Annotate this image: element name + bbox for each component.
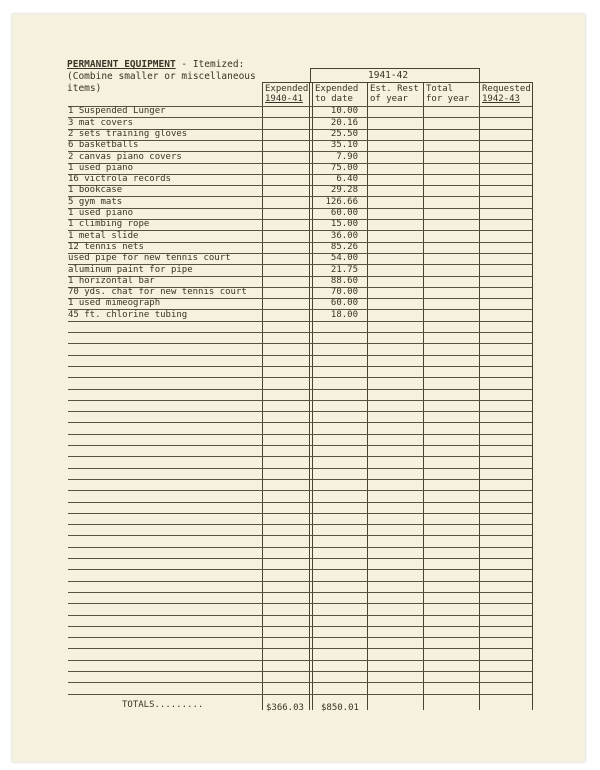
- group-right-rule: [479, 68, 480, 82]
- item-expended-to-date: 54.00: [330, 253, 358, 264]
- item-expended-to-date: 75.00: [330, 162, 358, 173]
- ruled-line: [68, 502, 532, 503]
- item-expended-to-date: 70.00: [330, 287, 358, 298]
- ruled-line: [68, 615, 532, 616]
- column-rule-5: [423, 82, 424, 710]
- ruled-line: [68, 660, 532, 661]
- item-expended-to-date: 18.00: [330, 309, 358, 320]
- ruled-line: [68, 411, 532, 412]
- item-expended-to-date: 88.60: [330, 275, 358, 286]
- ruled-line: [68, 569, 532, 570]
- item-description: 70 yds. chat for new tennis court: [68, 287, 247, 298]
- ruled-line: [68, 592, 532, 593]
- item-expended-to-date: 60.00: [330, 208, 358, 218]
- ruled-line: [68, 377, 532, 378]
- item-description: 2 canvas piano covers: [68, 151, 182, 162]
- page-title: PERMANENT EQUIPMENT - Itemized:: [67, 59, 245, 70]
- ruled-line: [68, 490, 532, 491]
- item-expended-to-date: 21.75: [330, 264, 358, 275]
- ruled-line: [68, 535, 532, 536]
- column-rule-6: [479, 82, 480, 710]
- ruled-line: [68, 185, 532, 186]
- item-description: used pipe for new tennis court: [68, 253, 231, 264]
- item-description: 6 basketballs: [68, 140, 139, 151]
- ruled-line: [68, 524, 532, 525]
- item-description: 1 used mimeograph: [68, 298, 161, 309]
- col-est-rest: Est. Rest of year: [370, 84, 419, 104]
- ruled-line: [68, 400, 532, 401]
- column-rule-1: [262, 82, 263, 710]
- group-top-rule: [310, 68, 480, 69]
- ruled-line: [68, 694, 532, 695]
- ruled-line: [68, 547, 532, 548]
- column-rule-4: [367, 82, 368, 710]
- item-description: 1 climbing rope: [68, 219, 150, 230]
- ruled-line: [68, 422, 532, 423]
- ruled-line: [68, 682, 532, 683]
- ruled-line: [68, 332, 532, 333]
- item-expended-to-date: 15.00: [330, 219, 358, 230]
- item-description: 2 sets training gloves: [68, 128, 188, 139]
- col-total-for-year: Total for year: [426, 84, 470, 104]
- totals-label: TOTALS.........: [122, 700, 204, 710]
- item-description: aluminum paint for pipe: [68, 264, 193, 275]
- item-expended-to-date: 25.50: [330, 128, 358, 139]
- total-expended-prev: $366.03: [266, 703, 304, 713]
- ruled-line: [68, 434, 532, 435]
- ruled-line: [68, 626, 532, 627]
- item-description: 1 metal slide: [68, 230, 139, 241]
- item-expended-to-date: 35.10: [330, 140, 358, 151]
- item-expended-to-date: 10.00: [330, 106, 358, 117]
- item-expended-to-date: 29.28: [330, 185, 358, 196]
- item-description: 12 tennis nets: [68, 241, 144, 252]
- ruled-line: [68, 603, 532, 604]
- item-description: 16 victrola records: [68, 174, 171, 185]
- header-top-rule: [262, 82, 532, 83]
- item-expended-to-date: 85.26: [330, 241, 358, 252]
- item-description: 1 horizontal bar: [68, 275, 155, 286]
- ruled-line: [68, 355, 532, 356]
- item-expended-to-date: 126.66: [325, 196, 358, 207]
- ruled-line: [68, 208, 532, 209]
- ruled-line: [68, 343, 532, 344]
- col-requested: Requested 1942-43: [482, 84, 531, 104]
- ruled-line: [68, 558, 532, 559]
- ruled-line: [68, 581, 532, 582]
- item-description: 45 ft. chlorine tubing: [68, 309, 188, 320]
- ruled-line: [68, 163, 532, 164]
- item-description: 1 Suspended Lunger: [68, 106, 166, 117]
- ruled-line: [68, 637, 532, 638]
- subtitle-line-2: items): [67, 83, 102, 94]
- ruled-line: [68, 389, 532, 390]
- item-description: 1 used piano: [68, 208, 134, 218]
- ruled-line: [68, 513, 532, 514]
- subtitle-line-1: (Combine smaller or miscellaneous: [67, 71, 256, 82]
- item-description: 1 used piano: [68, 162, 134, 173]
- ruled-line: [68, 196, 532, 197]
- ruled-line: [68, 321, 532, 322]
- item-description: 5 gym mats: [68, 196, 123, 207]
- item-expended-to-date: 7.90: [336, 151, 358, 162]
- column-rule-7: [532, 82, 533, 710]
- ruled-line: [68, 648, 532, 649]
- item-expended-to-date: 60.00: [330, 298, 358, 309]
- item-description: 3 mat covers: [68, 117, 134, 128]
- col-expended-prev: Expended 1940-41: [265, 84, 309, 104]
- item-description: 1 bookcase: [68, 185, 123, 196]
- total-expended-to-date: $850.01: [321, 703, 359, 713]
- group-label-1941-42: 1941-42: [368, 70, 409, 81]
- ruled-line: [68, 671, 532, 672]
- ruled-line: [68, 479, 532, 480]
- item-expended-to-date: 6.40: [336, 174, 358, 185]
- ruled-line: [68, 468, 532, 469]
- ruled-line: [68, 117, 532, 118]
- group-left-rule: [310, 68, 311, 82]
- ruled-line: [68, 366, 532, 367]
- item-expended-to-date: 20.16: [330, 117, 358, 128]
- col-expended-to-date: Expended to date: [315, 84, 359, 104]
- ruled-line: [68, 456, 532, 457]
- ruled-line: [68, 445, 532, 446]
- item-expended-to-date: 36.00: [330, 230, 358, 241]
